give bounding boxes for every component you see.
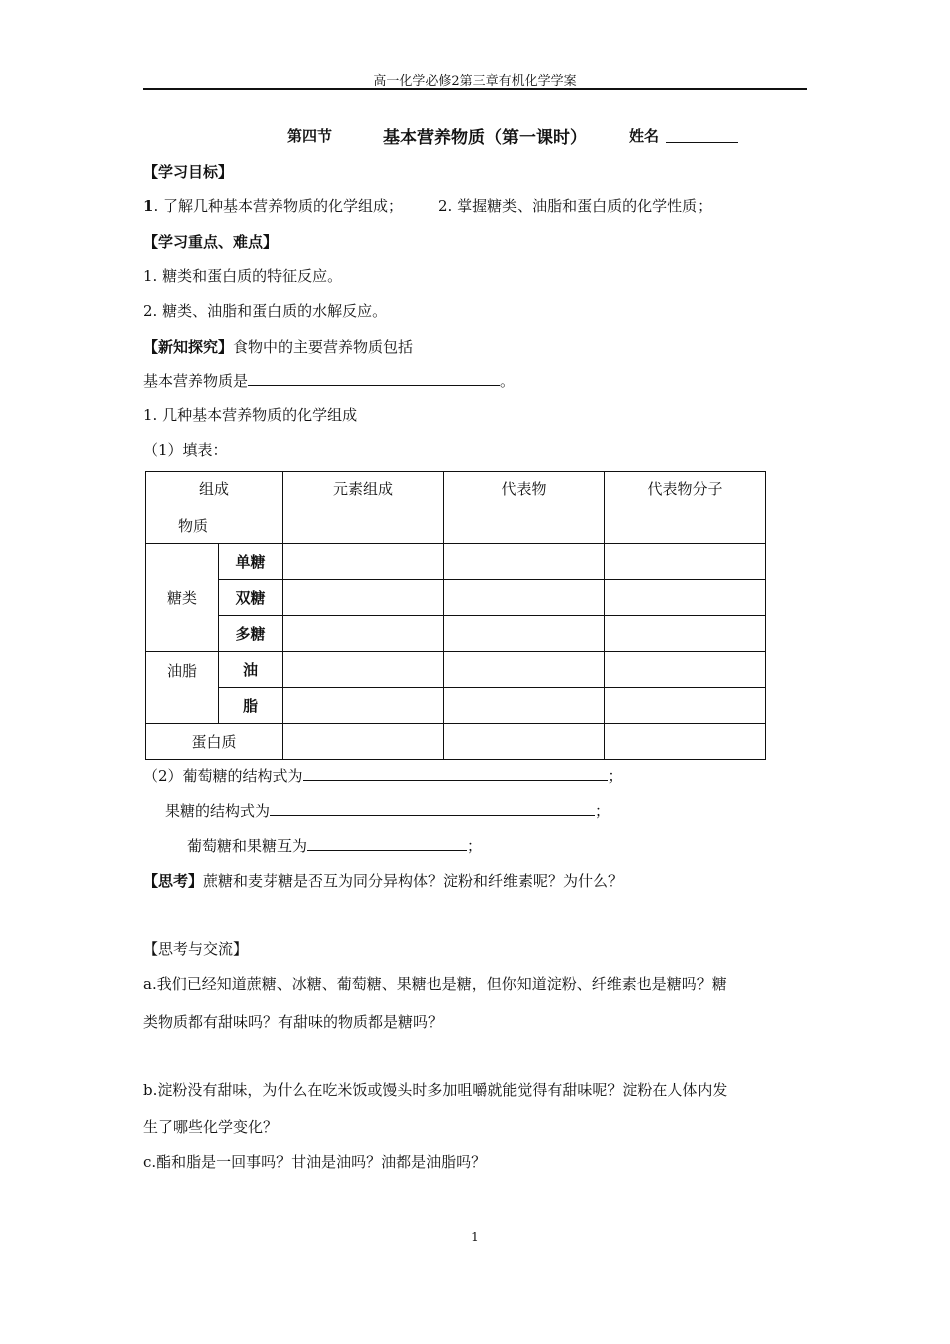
keypoints-heading: 【学习重点、难点】: [143, 233, 279, 251]
explore-text: 食物中的主要营养物质包括: [233, 338, 414, 356]
composition-table: [145, 471, 766, 760]
section-1-heading: 1. 几种基本营养物质的化学组成: [143, 406, 358, 424]
sub-mono: 单糖: [219, 544, 283, 580]
table-cell[interactable]: [605, 688, 766, 724]
explore-heading: 【新知探究】: [143, 338, 234, 356]
table-cell[interactable]: [444, 724, 605, 760]
table-row: [146, 544, 766, 580]
basic-nutrients-line: [143, 370, 515, 391]
col-header-representative-label: 代表物: [501, 480, 547, 498]
table-cell[interactable]: [283, 580, 444, 616]
col-header-molecule: [605, 472, 766, 544]
table-cell[interactable]: [444, 652, 605, 688]
objective-item-1-text: . 了解几种基本营养物质的化学组成；: [153, 197, 403, 215]
table-cell[interactable]: [444, 616, 605, 652]
sub-fat: 脂: [219, 688, 283, 724]
think-heading: 【思考】: [143, 872, 204, 890]
table-cell[interactable]: [283, 616, 444, 652]
question-c: c.酯和脂是一回事吗？甘油是油吗？油都是油脂吗？: [143, 1153, 487, 1171]
corner-bottom-label: 物质: [178, 517, 209, 535]
question-b-line-2: 生了哪些化学变化？: [143, 1118, 279, 1136]
think-text: 蔗糖和麦芽糖是否互为同分异构体？淀粉和纤维素呢？为什么？: [203, 872, 624, 890]
table-cell[interactable]: [283, 724, 444, 760]
fructose-blank[interactable]: [270, 801, 595, 816]
table-cell[interactable]: [605, 580, 766, 616]
corner-top-label: 组成: [199, 480, 230, 498]
isomer-suffix: ；: [467, 837, 483, 855]
table-cell[interactable]: [444, 544, 605, 580]
glucose-blank[interactable]: [303, 766, 608, 781]
col-header-elements-label: 元素组成: [333, 480, 394, 498]
keypoint-item-1: 1. 糖类和蛋白质的特征反应。: [143, 267, 343, 285]
table-cell[interactable]: [605, 652, 766, 688]
page-title: 基本营养物质（第一课时）: [383, 128, 587, 148]
table-cell[interactable]: [283, 688, 444, 724]
objectives-heading: 【学习目标】: [143, 163, 234, 181]
sub-poly: 多糖: [219, 616, 283, 652]
header-rule: [143, 88, 807, 90]
table-cell[interactable]: [605, 724, 766, 760]
objective-item-2: 2. 掌握糖类、油脂和蛋白质的化学性质；: [438, 197, 713, 215]
think-line: [143, 870, 623, 891]
table-cell[interactable]: [444, 688, 605, 724]
name-label: 姓名: [629, 127, 660, 145]
glucose-line: [143, 765, 623, 786]
table-row: [146, 580, 766, 616]
isomer-prefix: 葡萄糖和果糖互为: [187, 837, 308, 855]
group-protein: 蛋白质: [146, 724, 283, 760]
basic-nutrients-prefix: 基本营养物质是: [143, 372, 249, 390]
sub-di: 双糖: [219, 580, 283, 616]
table-row: [146, 724, 766, 760]
table-corner-cell: [146, 472, 283, 544]
explore-line: [143, 336, 413, 357]
table-row: [146, 688, 766, 724]
col-header-molecule-label: 代表物分子: [647, 480, 723, 498]
table-cell[interactable]: [605, 544, 766, 580]
page-header: 高一化学必修2第三章有机化学学案: [373, 74, 577, 89]
fructose-prefix: 果糖的结构式为: [165, 802, 271, 820]
glucose-suffix: ；: [607, 767, 623, 785]
basic-nutrients-blank[interactable]: [248, 371, 500, 386]
glucose-prefix: （2）葡萄糖的结构式为: [143, 767, 303, 785]
table-row: [146, 616, 766, 652]
table-cell[interactable]: [283, 652, 444, 688]
isomer-line: [187, 835, 482, 856]
section-number: 第四节: [287, 127, 333, 145]
basic-nutrients-suffix: 。: [500, 372, 516, 390]
fructose-suffix: ；: [595, 802, 611, 820]
table-header-row: [146, 472, 766, 544]
fill-table-label: （1）填表：: [143, 441, 228, 459]
objective-item-1-number: 1: [143, 197, 154, 215]
keypoint-item-2: 2. 糖类、油脂和蛋白质的水解反应。: [143, 302, 388, 320]
discuss-heading: 【思考与交流】: [143, 940, 249, 958]
question-a-line-1: a.我们已经知道蔗糖、冰糖、葡萄糖、果糖也是糖，但你知道淀粉、纤维素也是糖吗？糖: [143, 975, 727, 993]
fructose-line: [165, 800, 610, 821]
sub-oil: 油: [219, 652, 283, 688]
group-oil: 油脂: [146, 652, 219, 724]
table-cell[interactable]: [283, 544, 444, 580]
table-row: [146, 652, 766, 688]
question-b-line-1: b.淀粉没有甜味，为什么在吃米饭或馒头时多加咀嚼就能觉得有甜味呢？淀粉在人体内发: [143, 1081, 728, 1099]
group-sugar: 糖类: [146, 544, 219, 652]
isomer-blank[interactable]: [307, 836, 467, 851]
name-blank[interactable]: [666, 126, 738, 143]
col-header-representative: [444, 472, 605, 544]
page-number: 1: [471, 1230, 479, 1244]
objective-item-1: [143, 195, 403, 216]
question-a-line-2: 类物质都有甜味吗？有甜味的物质都是糖吗？: [143, 1013, 444, 1031]
table-cell[interactable]: [605, 616, 766, 652]
col-header-elements: [283, 472, 444, 544]
table-cell[interactable]: [444, 580, 605, 616]
